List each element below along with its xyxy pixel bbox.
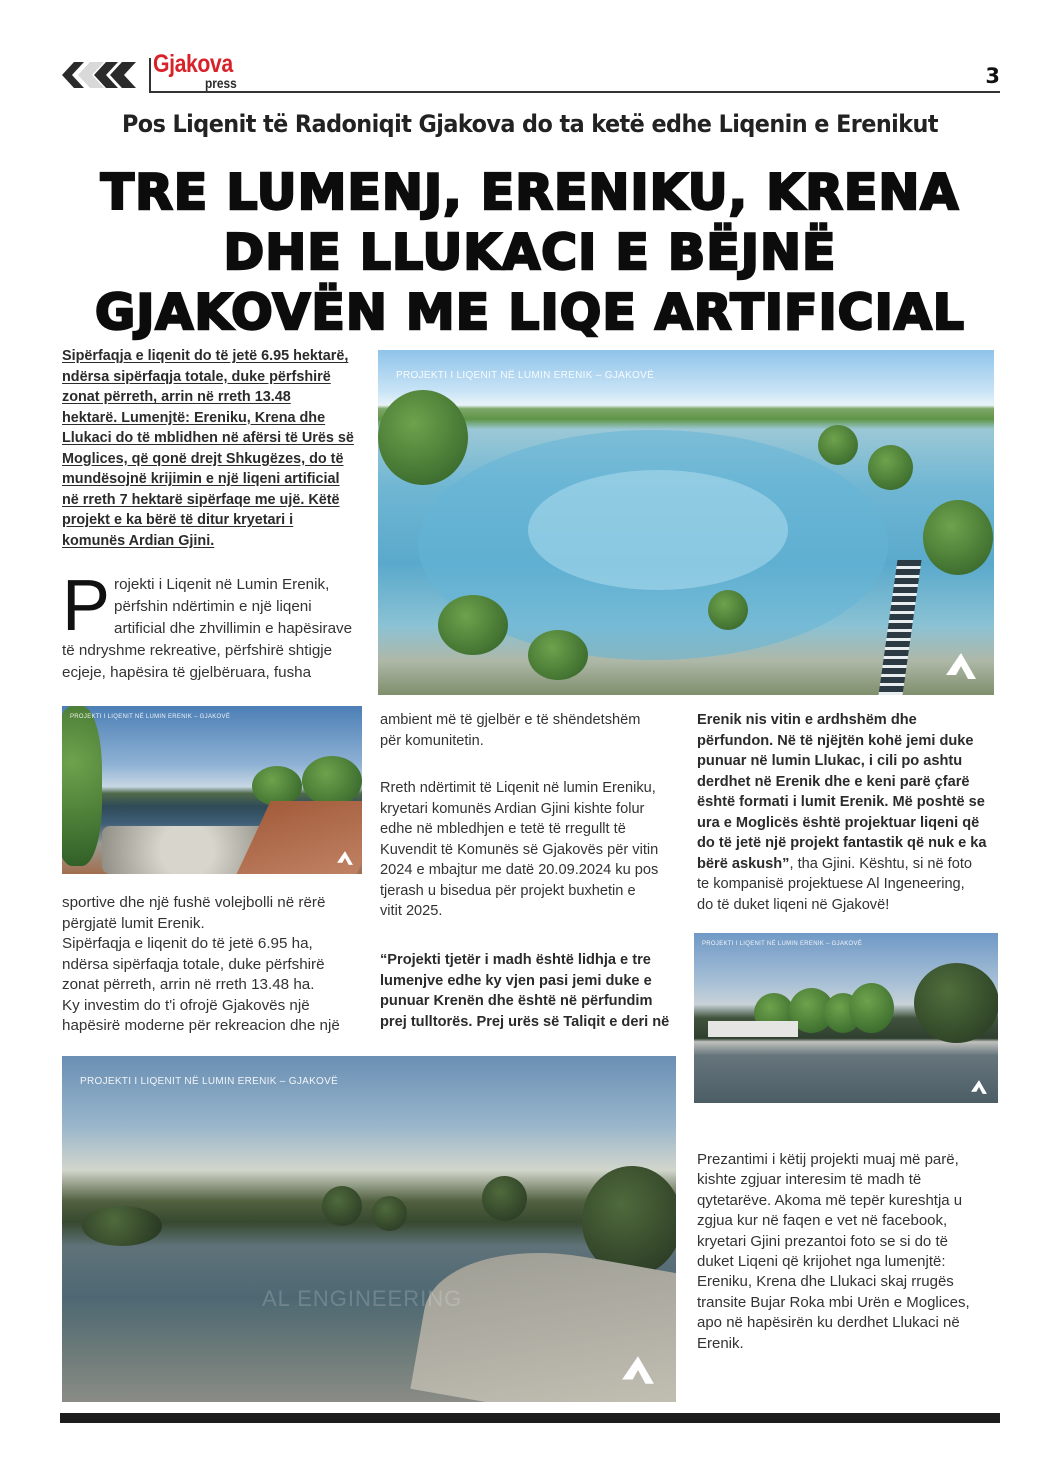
brand-sub: press xyxy=(205,75,237,91)
article-intro xyxy=(62,566,367,684)
column-3-quote xyxy=(697,710,1007,915)
text-line: Prezantimi i këtij projekti muaj më parë, xyxy=(697,1151,959,1168)
text-line: zgjua kur në faqen e vet në facebook, xyxy=(697,1212,948,1230)
image-caption: PROJEKTI I LIQENIT NË LUMIN ERENIK – GJAKOVË xyxy=(70,714,231,720)
headline-line: TRE LUMENJ, ERENIKU, KRENA xyxy=(100,164,960,221)
text-line: ndërsa sipërfaqja totale, duke përfshirë xyxy=(62,955,325,973)
text-line: transite Bujar Roka mbi Urën e Moglices, xyxy=(697,1293,970,1311)
attribution: , tha Gjini. Kështu, si në foto xyxy=(789,855,973,872)
header-rule xyxy=(150,91,1000,93)
text-line: Erenik nis vitin e ardhshëm dhe xyxy=(697,712,917,728)
lead-line: Sipërfaqja e liqenit do të jetë 6.95 hektarë, xyxy=(62,348,349,364)
text-line: Erenik. xyxy=(697,1334,744,1352)
text-line: duket Liqeni që krijohet nga lumenjtë: xyxy=(697,1253,946,1271)
text-line: kishte zgjuar interesim të madh të xyxy=(697,1171,922,1189)
al-engineering-logo-icon xyxy=(970,1079,988,1095)
lead-line: mundësojnë krijimin e një liqeni artificial xyxy=(62,471,340,487)
article-lead xyxy=(62,346,367,551)
chevrons-left-icon xyxy=(60,62,148,88)
page-number: 3 xyxy=(985,64,1000,88)
column-3-paragraph xyxy=(697,1150,997,1354)
lake-render-aerial xyxy=(378,350,994,695)
text-line: përfundon. Në të njëjtën kohë jemi duke xyxy=(697,732,974,749)
lead-line: projekt e ka bërë të ditur kryetari i xyxy=(62,512,294,528)
text-line: sportive dhe një fushë volejbolli në rërë xyxy=(62,894,326,911)
image-caption: PROJEKTI I LIQENIT NË LUMIN ERENIK – GJAKOVË xyxy=(396,370,655,381)
quote-end: bërë askush” xyxy=(697,855,790,872)
column-1-continued xyxy=(62,893,367,1037)
text-line: do të jetë një projekt fantastik që nuk e ka xyxy=(697,835,987,851)
column-2-quote xyxy=(380,950,685,1032)
headline-line: GJAKOVËN ME LIQE ARTIFICIAL xyxy=(94,284,966,341)
text-line: Sipërfaqja e liqenit do të jetë 6.95 ha, xyxy=(62,935,313,952)
text-line: apo në hapësirën ku derdhet Llukaci në xyxy=(697,1314,960,1332)
text-line: kryetari Gjini prezantoi foto se si do të xyxy=(697,1232,948,1250)
text-line: qytetarëve. Akoma më tepër kureshtja u xyxy=(697,1191,963,1209)
lead-line: Moglices, që qonë drejt Shkugëzes, do të xyxy=(62,450,344,467)
lead-line: komunës Ardian Gjini. xyxy=(62,532,215,549)
text-line: derdhet në Erenik dhe e keni parë çfarë xyxy=(697,773,970,790)
column-2-intro xyxy=(380,710,685,751)
al-engineering-logo-icon xyxy=(944,651,978,681)
intro-text: rojekti i Liqenit në Lumin Erenik, përfshin ndërtimin e një liqeni artificial dhe zhvillimin e hapësirave të ndryshme rekreative, përfshirë shtigje ecjeje, hapësira të gjelbëruara, fusha xyxy=(62,576,353,681)
text-line: ambient më të gjelbër e të shëndetshëm xyxy=(380,712,641,728)
text-line: prej tulltorës. Prej urës së Taliqit e deri në xyxy=(380,1013,670,1030)
brand-logo xyxy=(153,52,247,89)
al-engineering-logo-icon xyxy=(620,1354,656,1386)
text-line: Ereniku, Krena dhe Llukaci skaj rrugës xyxy=(697,1273,954,1291)
footer-rule xyxy=(60,1413,1000,1423)
lead-line: ndërsa sipërfaqja totale, duke përfshirë xyxy=(62,368,331,385)
text-line: te kompanisë projektuese Al Ingeneering, xyxy=(697,876,965,892)
text-line: lumenjve edhe ky vjen pasi jemi duke e xyxy=(380,972,652,989)
article-headline xyxy=(40,163,1020,343)
article-kicker: Pos Liqenit të Radoniqit Gjakova do ta ketë edhe Liqenin e Erenikut xyxy=(122,110,938,138)
text-line xyxy=(697,854,1007,875)
al-engineering-logo-icon xyxy=(336,850,354,866)
headline-line: DHE LLUKACI E BËJNË xyxy=(223,224,837,281)
lake-render-beach xyxy=(62,1056,676,1402)
text-line: vitit 2025. xyxy=(380,903,443,919)
text-line: “Projekti tjetër i madh është lidhja e tre xyxy=(380,952,651,968)
image-caption: PROJEKTI I LIQENIT NË LUMIN ERENIK – GJAKOVË xyxy=(80,1076,339,1087)
lead-line: zonat përreth, arrin në rreth 13.48 xyxy=(62,389,291,405)
lake-render-bridge xyxy=(62,706,362,874)
text-line: punuar në lumin Llukac, i cili po ashtu xyxy=(697,753,963,769)
text-line: është formati i lumit Erenik. Më poshtë se xyxy=(697,794,985,810)
text-line: edhe në mbledhjen e tetë të rregullt të xyxy=(380,821,626,837)
header-divider-vertical xyxy=(149,58,151,93)
image-watermark: AL ENGINEERING xyxy=(262,1286,463,1311)
text-line: ura e Moglicës është projektuar liqeni që xyxy=(697,814,980,831)
text-line: Ky investim do t'i ofrojë Gjakovës një xyxy=(62,996,310,1014)
image-caption: PROJEKTI I LIQENIT NË LUMIN ERENIK – GJAKOVË xyxy=(702,941,863,947)
text-line: Rreth ndërtimit të Liqenit në lumin Ereniku, xyxy=(380,780,656,796)
text-line: tjerash u bisedua për projekt buxhetin e xyxy=(380,882,636,899)
text-line: zonat përreth, arrin në rreth 13.48 ha. xyxy=(62,976,315,993)
text-line: punuar Krenën dhe është në përfundim xyxy=(380,993,653,1009)
drop-cap: P xyxy=(62,566,111,646)
text-line: kryetari komunës Ardian Gjini kishte folur xyxy=(380,800,645,817)
lead-line: në rreth 7 hektarë sipërfaqe me ujë. Këtë xyxy=(62,491,340,508)
text-line: për komunitetin. xyxy=(380,732,484,749)
text-line: Kuvendit të Komunës së Gjakovës për vitin xyxy=(380,841,659,858)
brand-main: Gjakova xyxy=(153,50,233,78)
text-line: hapësirë moderne për rekreacion dhe një xyxy=(62,1017,340,1034)
lake-render-shore xyxy=(694,933,998,1103)
column-2-paragraph xyxy=(380,778,685,922)
lead-line: hektarë. Lumenjtë: Ereniku, Krena dhe xyxy=(62,409,326,426)
lead-line: Llukaci do të mblidhen në afërsi të Urës së xyxy=(62,430,354,446)
text-line: përgjatë lumit Erenik. xyxy=(62,914,205,932)
text-line: 2024 e mbajtur me datë 20.09.2024 ku pos xyxy=(380,862,659,878)
text-line: do të duket liqeni në Gjakovë! xyxy=(697,896,890,913)
